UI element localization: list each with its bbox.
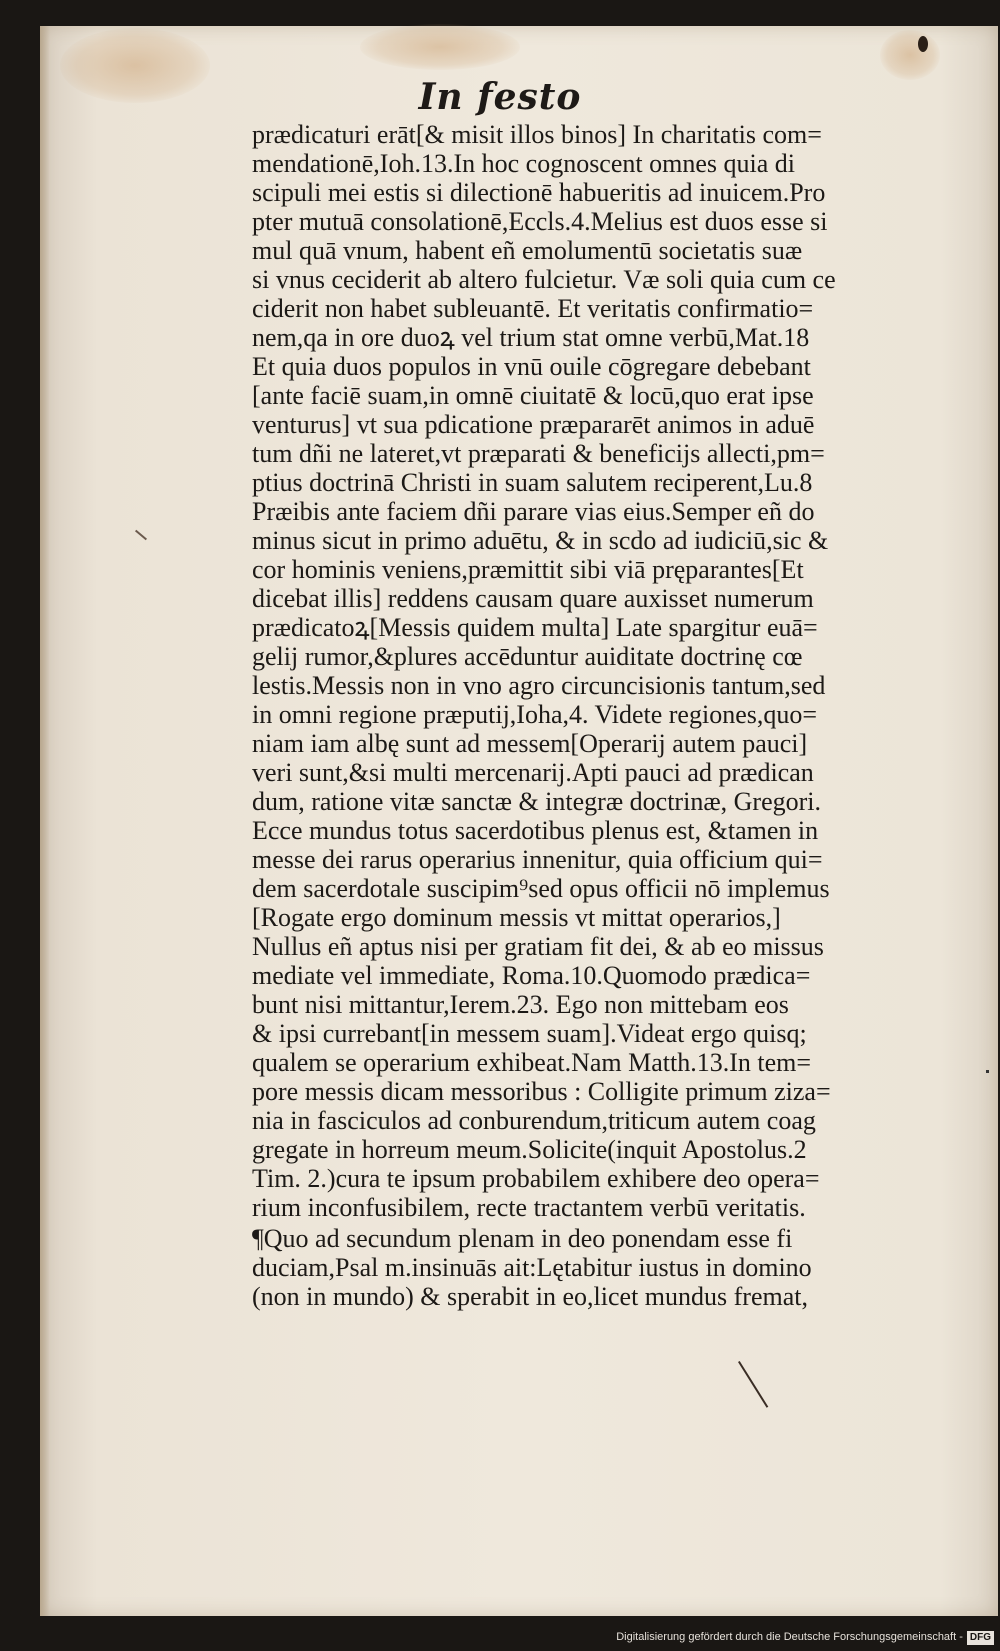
text-line: lestis.Messis non in vno agro circuncisionis tantum,sed: [252, 671, 826, 700]
text-line: nem,qa in ore duoꝝ vel trium stat omne verbū,Mat.18: [252, 323, 810, 352]
text-line: pore messis dicam messoribus : Colligite primum ziza=: [252, 1077, 831, 1106]
page-stain: [880, 30, 940, 80]
text-line: prædicatoꝝ[Messis quidem multa] Late spargitur euā=: [252, 613, 818, 642]
text-line: mediate vel immediate, Roma.10.Quomodo prædica=: [252, 961, 811, 990]
text-line: prædicaturi erāt[& misit illos binos] In charitatis com=: [252, 120, 822, 149]
text-line: Nullus eñ aptus nisi per gratiam fit dei, & ab eo missus: [252, 932, 824, 961]
text-line: [Rogate ergo dominum messis vt mittat operarios,]: [252, 903, 781, 932]
text-line: Tim. 2.)cura te ipsum probabilem exhibere deo opera=: [252, 1164, 820, 1193]
text-line: (non in mundo) & sperabit in eo,licet mundus fremat,: [252, 1282, 808, 1311]
text-line: in omni regione præputij,Ioha,4. Videte regiones,quo=: [252, 700, 818, 729]
text-line: bunt nisi mittantur,Ierem.23. Ego non mittebam eos: [252, 990, 789, 1019]
text-line: nia in fasciculos ad conburendum,triticum autem coag: [252, 1106, 816, 1135]
running-head: In festo: [418, 76, 582, 118]
text-line: dem sacerdotale suscipim⁹sed opus officii nō implemus: [252, 874, 830, 903]
body-text: [252, 120, 924, 1311]
text-line: tum dñi ne lateret,vt præparati & beneficijs allecti,pm=: [252, 439, 825, 468]
text-line: dicebat illis] reddens causam quare auxisset numerum: [252, 584, 814, 613]
text-line: veri sunt,&si multi mercenarij.Apti pauci ad prædican: [252, 758, 814, 787]
text-line: rium inconfusibilem, recte tractantem verbū veritatis.: [252, 1193, 806, 1222]
text-line: si vnus ceciderit ab altero fulcietur. Væ soli quia cum ce: [252, 265, 836, 294]
text-line: ¶Quo ad secundum plenam in deo ponendam esse fi: [252, 1224, 793, 1253]
dfg-logo: DFG: [967, 1631, 994, 1645]
text-line: gelij rumor,&plures accēduntur auiditate doctrinę cœ: [252, 642, 803, 671]
text-line: Et quia duos populos in vnū ouile cōgregare debebant: [252, 352, 811, 381]
text-line: duciam,Psal m.insinuās ait:Lętabitur iustus in domino: [252, 1253, 812, 1282]
text-line: Ecce mundus totus sacerdotibus plenus est, &tamen in: [252, 816, 819, 845]
digitization-credit: [600, 1628, 994, 1646]
wormhole: [918, 36, 928, 52]
text-line: scipuli mei estis si dilectionē habueritis ad inuicem.Pro: [252, 178, 826, 207]
text-line: ciderit non habet subleuantē. Et veritatis confirmatio=: [252, 294, 814, 323]
text-line: gregate in horreum meum.Solicite(inquit Apostolus.2: [252, 1135, 807, 1164]
text-line: messe dei rarus operarius innenitur, quia officium qui=: [252, 845, 823, 874]
credit-text: Digitalisierung gefördert durch die Deutsche Forschungsgemeinschaft -: [616, 1631, 963, 1643]
text-line: mendationē,Ioh.13.In hoc cognoscent omnes quia di: [252, 149, 795, 178]
text-line: mul quā vnum, habent eñ emolumentū societatis suæ: [252, 236, 803, 265]
page-gutter-shadow: [40, 26, 50, 1616]
page-stain: [360, 24, 520, 70]
text-line: niam iam albę sunt ad messem[Operarij autem pauci]: [252, 729, 808, 758]
text-line: & ipsi currebant[in messem suam].Videat ergo quisq;: [252, 1019, 807, 1048]
text-line: cor hominis veniens,præmittit sibi viā pręparantes[Et: [252, 555, 804, 584]
text-line: [ante faciē suam,in omnē ciuitatē & locū,quo erat ipse: [252, 381, 814, 410]
text-line: ptius doctrinā Christi in suam salutem reciperent,Lu.8: [252, 468, 813, 497]
text-line: pter mutuā consolationē,Eccls.4.Melius est duos esse si: [252, 207, 828, 236]
text-line: dum, ratione vitæ sanctæ & integræ doctrinæ, Gregori.: [252, 787, 822, 816]
text-line: qualem se operarium exhibeat.Nam Matth.13.In tem=: [252, 1048, 812, 1077]
text-line: venturus] vt sua pdicatione præpararēt animos in aduē: [252, 410, 815, 439]
text-line: Præibis ante faciem dñi parare vias eius.Semper eñ do: [252, 497, 815, 526]
ink-dot: [986, 1070, 989, 1073]
text-line: minus sicut in primo aduētu, & in scdo ad iudiciū,sic &: [252, 526, 829, 555]
